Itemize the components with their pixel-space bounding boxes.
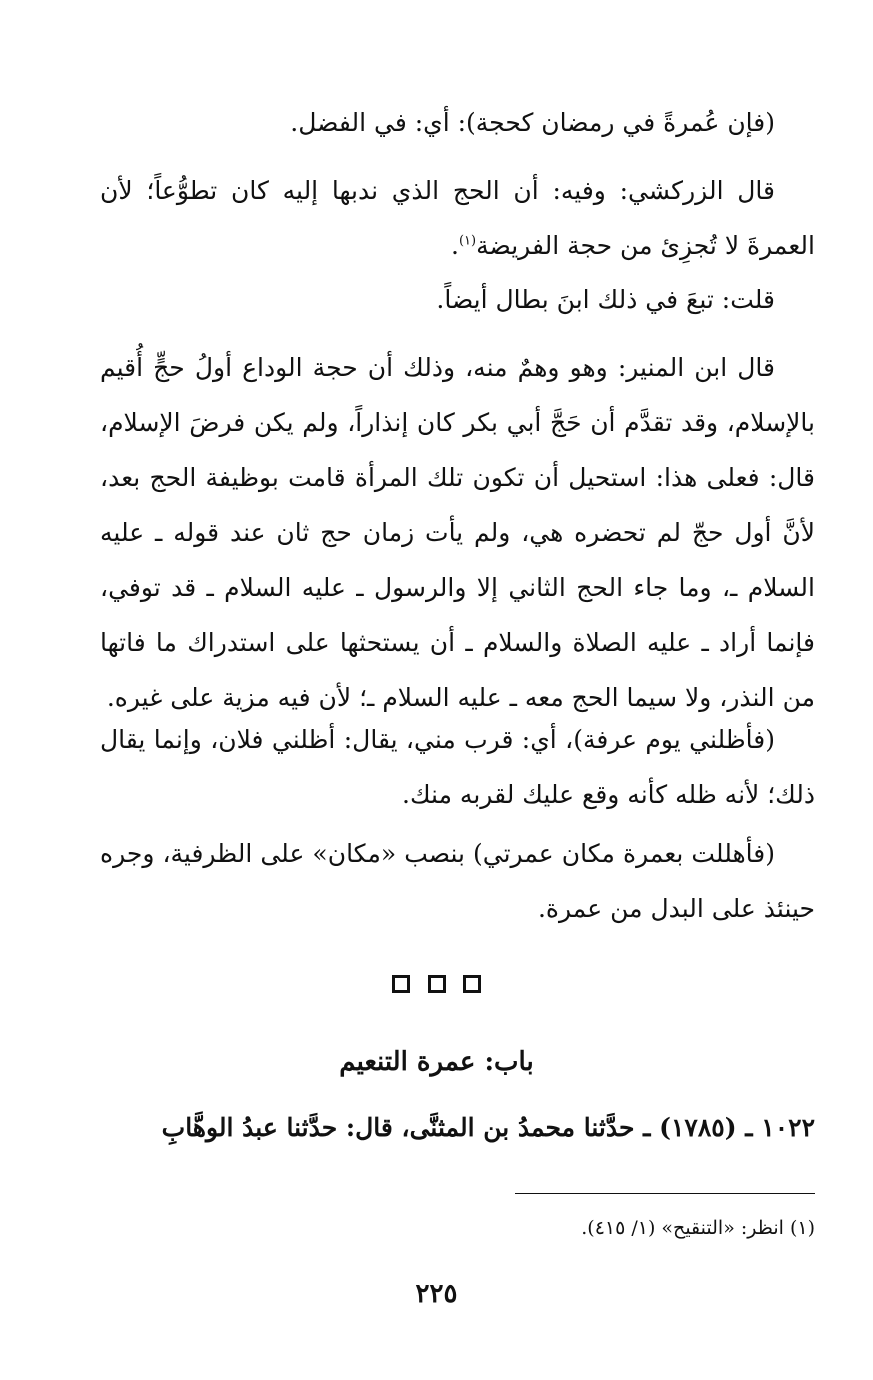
commentary-paragraph-2 xyxy=(100,163,815,273)
hadith-isnad-line: ١٠٢٢ ـ (١٧٨٥) ـ حدَّثنا محمدُ بن المثنَّى، قال: حدَّثنا عبدُ الوهَّابِ xyxy=(161,1113,815,1142)
page-number: ٢٢٥ xyxy=(415,1279,458,1309)
paragraph-text: (فأهللت بعمرة مكان عمرتي) بنصب «مكان» على الظرفية، وجره حينئذ على البدل من عمرة. xyxy=(100,839,815,923)
footnote-separator xyxy=(515,1193,815,1194)
footnote-text: (١) انظر: «التنقيح» (١/ ٤١٥). xyxy=(581,1217,815,1239)
commentary-paragraph-4 xyxy=(100,340,815,725)
commentary-paragraph-1 xyxy=(100,95,815,150)
paragraph-text: قال ابن المنير: وهو وهمٌ منه، وذلك أن حجة الوداع أولُ حجٍّ أُقيم بالإسلام، وقد تقدَّم أن حَجَّ أبي بكر كان إنذاراً، ولم يكن فرضَ الإسلام، قال: فعلى هذا: استحيل أن تكون تلك المرأة قامت بوظيفة الحج بعد، لأنَّ أول حجّ لم تحضره هي، ولم يأت زمان حج ثان عند قوله ـ عليه السلام ـ، وما جاء الحج الثاني إلا والرسول ـ عليه السلام ـ قد توفي، فإنما أراد ـ عليه الصلاة والسلام ـ أن يستحثها على استدراك ما فاتها من النذر، ولا سيما الحج معه ـ عليه السلام ـ؛ لأن فيه مزية على غيره. xyxy=(100,353,815,712)
square-ornament-icon xyxy=(463,975,481,993)
section-divider-ornament xyxy=(0,975,873,997)
paragraph-text: قلت: تبعَ في ذلك ابنَ بطال أيضاً. xyxy=(436,285,775,314)
commentary-paragraph-6 xyxy=(100,826,815,936)
square-ornament-icon xyxy=(392,975,410,993)
paragraph-text: (فإن عُمرةً في رمضان كحجة): أي: في الفضل. xyxy=(290,108,775,137)
commentary-paragraph-5 xyxy=(100,712,815,822)
footnote-reference[interactable]: (١) xyxy=(458,233,477,249)
chapter-heading: باب: عمرة التنعيم xyxy=(339,1047,534,1077)
paragraph-end: . xyxy=(451,231,459,260)
paragraph-text: (فأظلني يوم عرفة)، أي: قرب مني، يقال: أظلني فلان، وإنما يقال ذلك؛ لأنه ظله كأنه وقع عليك لقربه منك. xyxy=(100,725,815,809)
square-ornament-icon xyxy=(428,975,446,993)
commentary-paragraph-3 xyxy=(100,272,815,327)
paragraph-text: قال الزركشي: وفيه: أن الحج الذي ندبها إليه كان تطوُّعاً؛ لأن العمرةَ لا تُجزِئ من حجة الفريضة xyxy=(100,176,815,260)
